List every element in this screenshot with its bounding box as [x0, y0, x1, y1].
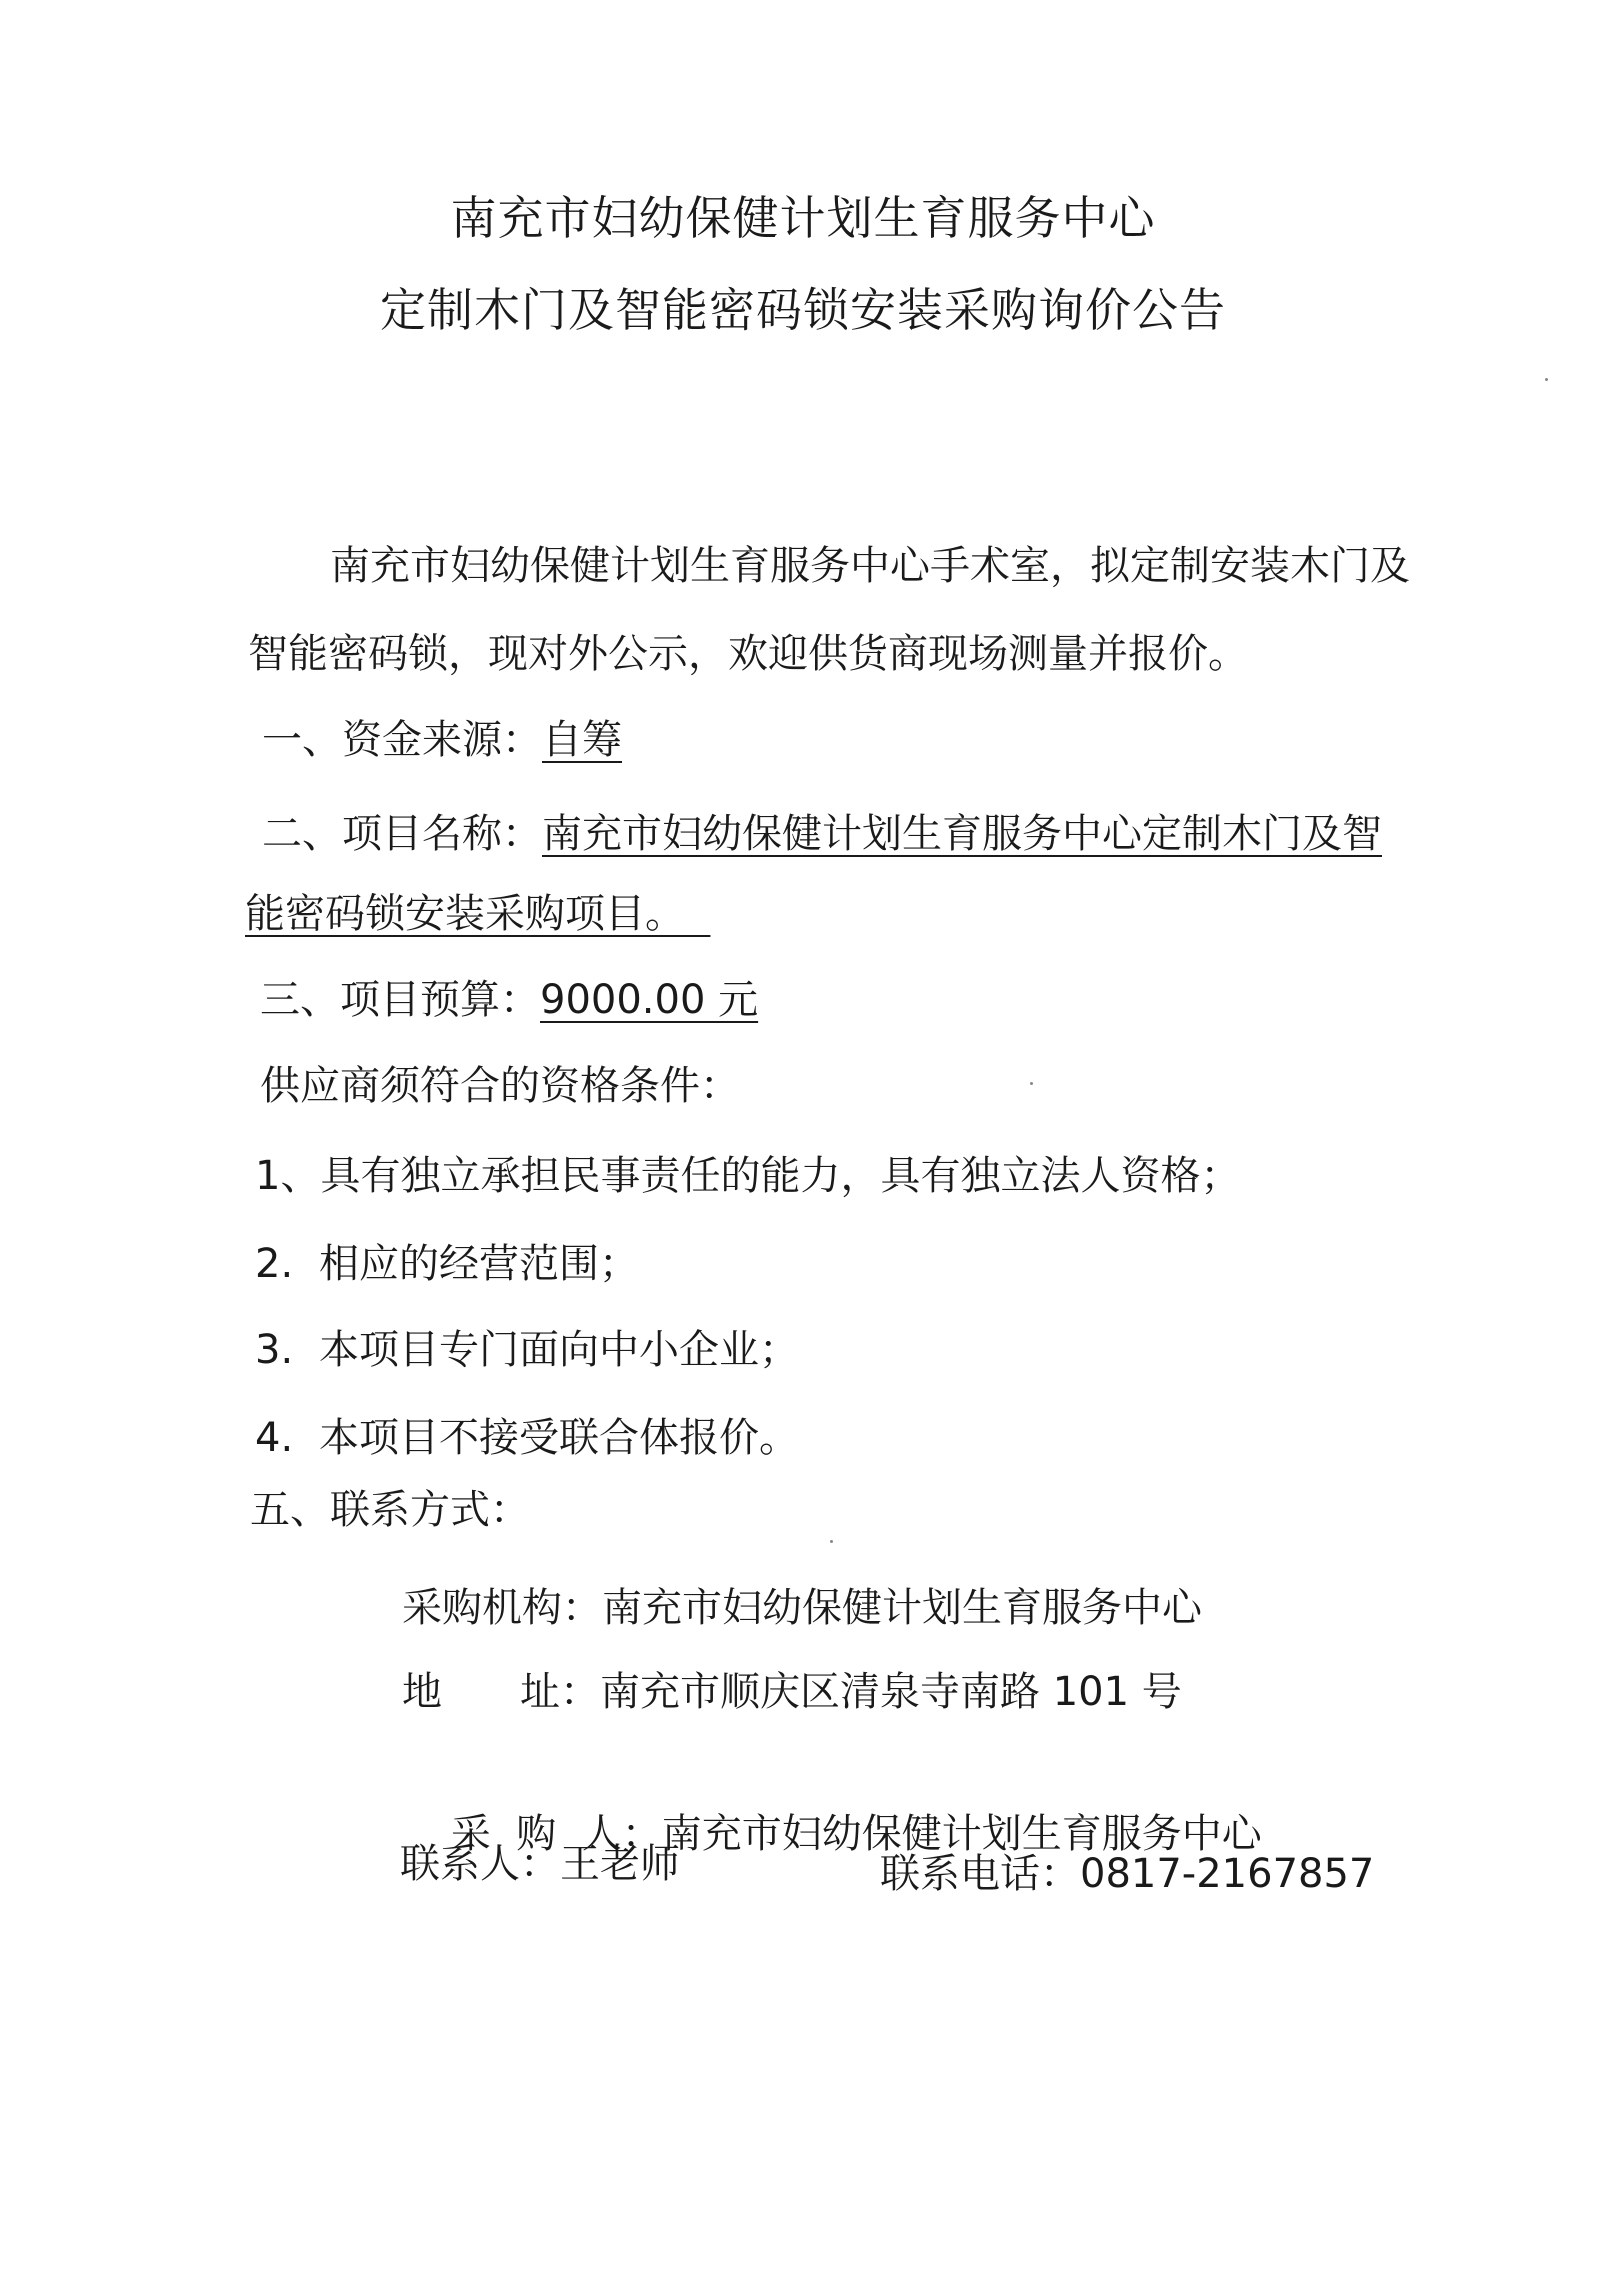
- intro-line1: 南充市妇幼保健计划生育服务中心手术室，拟定制安装木门及: [330, 543, 1410, 589]
- qualification-num: 1、: [255, 1153, 321, 1199]
- funding-row: [262, 712, 622, 768]
- contact-phone-row: [880, 1846, 1374, 1902]
- qualification-item-2: [255, 1236, 639, 1292]
- qualification-num: 3.: [255, 1327, 294, 1373]
- address-label-a: 地: [402, 1669, 442, 1715]
- qualification-num: 4.: [255, 1415, 294, 1461]
- project-value-part1: 南充市妇幼保健计划生育服务中心定制木门及智: [542, 811, 1382, 857]
- address-value: 南充市顺庆区清泉寺南路 101 号: [600, 1669, 1182, 1715]
- project-value-part2: 能密码锁安装采购项目。: [245, 891, 685, 937]
- phone-label: 联系电话：: [880, 1851, 1080, 1897]
- qualification-heading: 供应商须符合的资格条件：: [260, 1063, 740, 1109]
- budget-row: [260, 972, 758, 1028]
- qualification-text: 具有独立承担民事责任的能力，具有独立法人资格；: [320, 1153, 1241, 1199]
- contact-address-row: [402, 1664, 1182, 1720]
- buyer-label: 采 购 人：: [450, 1811, 662, 1857]
- project-row-cont: [245, 886, 710, 942]
- contact-heading: 五、联系方式：: [250, 1487, 530, 1533]
- intro-line2: 智能密码锁，现对外公示，欢迎供货商现场测量并报价。: [248, 631, 1248, 677]
- scan-speck: [1030, 1082, 1033, 1085]
- qualification-item-3: [255, 1322, 799, 1378]
- funding-label: 一、资金来源：: [262, 717, 542, 763]
- qualification-item-1: [255, 1148, 1240, 1204]
- project-label: 二、项目名称：: [262, 811, 542, 857]
- doc-title-line1: 南充市妇幼保健计划生育服务中心: [450, 191, 1156, 245]
- person-label: 联系人：: [400, 1841, 560, 1887]
- address-label-b: 址：: [520, 1669, 600, 1715]
- budget-value: 9000.00 元: [540, 977, 759, 1023]
- doc-title-line2: 定制木门及智能密码锁安装采购询价公告: [380, 283, 1226, 337]
- qualification-text: 相应的经营范围；: [319, 1241, 639, 1287]
- person-value: 王老师: [560, 1841, 680, 1887]
- contact-agency-row: [402, 1580, 1202, 1636]
- agency-value: 南充市妇幼保健计划生育服务中心: [602, 1585, 1202, 1631]
- qualification-text: 本项目专门面向中小企业；: [319, 1327, 799, 1373]
- contact-person-row: [400, 1836, 680, 1892]
- scan-speck: [1545, 378, 1548, 381]
- funding-value: 自筹: [542, 717, 622, 763]
- phone-value: 0817-2167857: [1080, 1851, 1375, 1897]
- qualification-text: 本项目不接受联合体报价。: [319, 1415, 799, 1461]
- budget-label: 三、项目预算：: [260, 977, 540, 1023]
- qualification-item-4: [255, 1410, 799, 1466]
- buyer-value: 南充市妇幼保健计划生育服务中心: [661, 1811, 1262, 1857]
- scan-speck: [830, 1540, 833, 1543]
- agency-label: 采购机构：: [402, 1585, 602, 1631]
- project-row: [262, 806, 1382, 862]
- qualification-num: 2.: [255, 1241, 294, 1287]
